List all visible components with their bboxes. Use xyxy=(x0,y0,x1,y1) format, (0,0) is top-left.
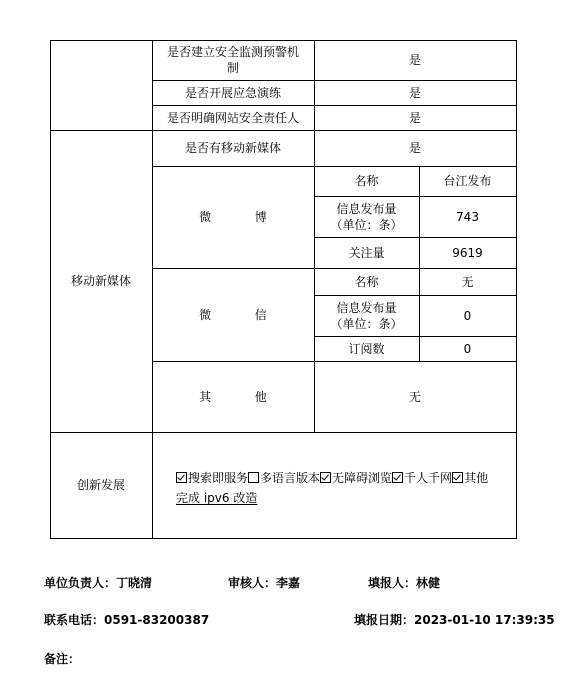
other-value: 无 xyxy=(408,389,421,404)
innovation-options xyxy=(176,468,514,508)
other-label: 其 他 xyxy=(199,389,279,404)
checkbox-unchecked-icon[interactable] xyxy=(248,472,259,483)
weibo-followers-value: 9619 xyxy=(452,245,483,260)
option-accessibility[interactable]: 无障碍浏览 xyxy=(320,471,392,485)
table-border-right xyxy=(516,40,517,539)
innovation-label: 创新发展 xyxy=(76,478,125,492)
has-mobile-value: 是 xyxy=(408,141,421,155)
weibo-name-label: 名称 xyxy=(354,174,379,188)
innovation-note: 完成 ipv6 改造 xyxy=(176,491,258,505)
checkbox-checked-icon[interactable] xyxy=(452,472,463,483)
option-multilingual[interactable]: 多语言版本 xyxy=(248,471,320,485)
weibo-posts-label: 信息发布量（单位：条） xyxy=(330,201,403,232)
drill-label: 是否开展应急演练 xyxy=(184,85,281,100)
innovation-checkbox-row xyxy=(176,468,514,488)
monitor-value: 是 xyxy=(408,53,421,67)
wechat-name-value: 无 xyxy=(461,274,474,289)
drill-value: 是 xyxy=(408,85,421,100)
filler: 填报人：林健 xyxy=(368,576,441,590)
reviewer: 审核人：李嘉 xyxy=(228,576,301,590)
wechat-name-label: 名称 xyxy=(354,274,379,289)
fill-date: 填报日期：2023-01-10 17:39:35 xyxy=(354,613,555,627)
checkbox-checked-icon[interactable] xyxy=(176,472,187,483)
wechat-subs-label: 订阅数 xyxy=(348,341,385,356)
weibo-posts-value: 743 xyxy=(456,209,479,224)
wechat-label: 微 信 xyxy=(199,307,279,322)
has-mobile-label: 是否有移动新媒体 xyxy=(184,141,281,155)
checkbox-checked-icon[interactable] xyxy=(320,472,331,483)
mobile-section-label: 移动新媒体 xyxy=(70,274,131,288)
option-personalized[interactable]: 千人千网 xyxy=(392,471,452,485)
weibo-followers-label: 关注量 xyxy=(348,245,385,260)
table-border-bottom xyxy=(50,538,516,539)
contact-phone: 联系电话：0591-83200387 xyxy=(44,613,210,627)
wechat-posts-label: 信息发布量（单位：条） xyxy=(330,300,403,331)
checkbox-checked-icon[interactable] xyxy=(392,472,403,483)
owner-label: 是否明确网站安全责任人 xyxy=(166,110,299,125)
weibo-label: 微 博 xyxy=(199,210,279,224)
weibo-name-value: 台江发布 xyxy=(443,174,492,188)
monitor-label: 是否建立安全监测预警机制 xyxy=(166,45,299,75)
remark: 备注： xyxy=(44,652,81,666)
option-other[interactable]: 其他 xyxy=(452,471,488,485)
wechat-posts-value: 0 xyxy=(463,308,472,323)
wechat-subs-value: 0 xyxy=(463,341,472,356)
unit-head: 单位负责人：丁晓清 xyxy=(44,576,153,590)
option-search-as-service[interactable]: 搜索即服务 xyxy=(176,471,248,485)
owner-value: 是 xyxy=(408,110,421,125)
